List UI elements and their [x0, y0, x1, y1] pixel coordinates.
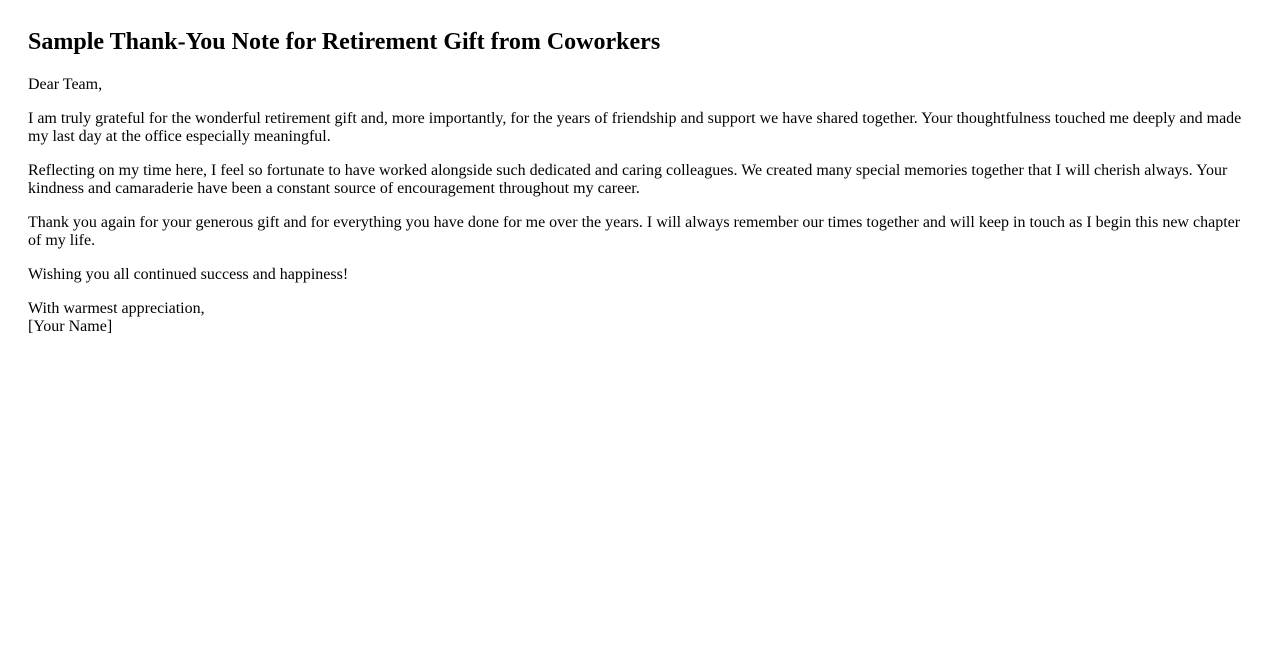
salutation: Dear Team, — [28, 76, 103, 93]
closing-line: With warmest appreciation, — [28, 300, 205, 317]
signoff-block — [28, 300, 1250, 336]
body-paragraph-1: I am truly grateful for the wonderful retirement gift and, more importantly, for the years of friendship and support we have shared together. Your thoughtfulness touched me deeply and made my last day at the office especially meaningful. — [28, 110, 1242, 145]
body-paragraph-2: Reflecting on my time here, I feel so fortunate to have worked alongside such dedicated and caring colleagues. We created many special memories together that I will cherish always. Your kindness and camaraderie have been a constant source of encouragement throughout my career. — [28, 162, 1228, 197]
body-paragraph-3: Thank you again for your generous gift and for everything you have done for me over the years. I will always remember our times together and will keep in touch as I begin this new chapter of my life. — [28, 214, 1241, 249]
body-paragraph-4: Wishing you all continued success and happiness! — [28, 266, 349, 283]
page-title: Sample Thank-You Note for Retirement Gift from Coworkers — [28, 29, 661, 55]
signature-line: [Your Name] — [28, 318, 113, 335]
